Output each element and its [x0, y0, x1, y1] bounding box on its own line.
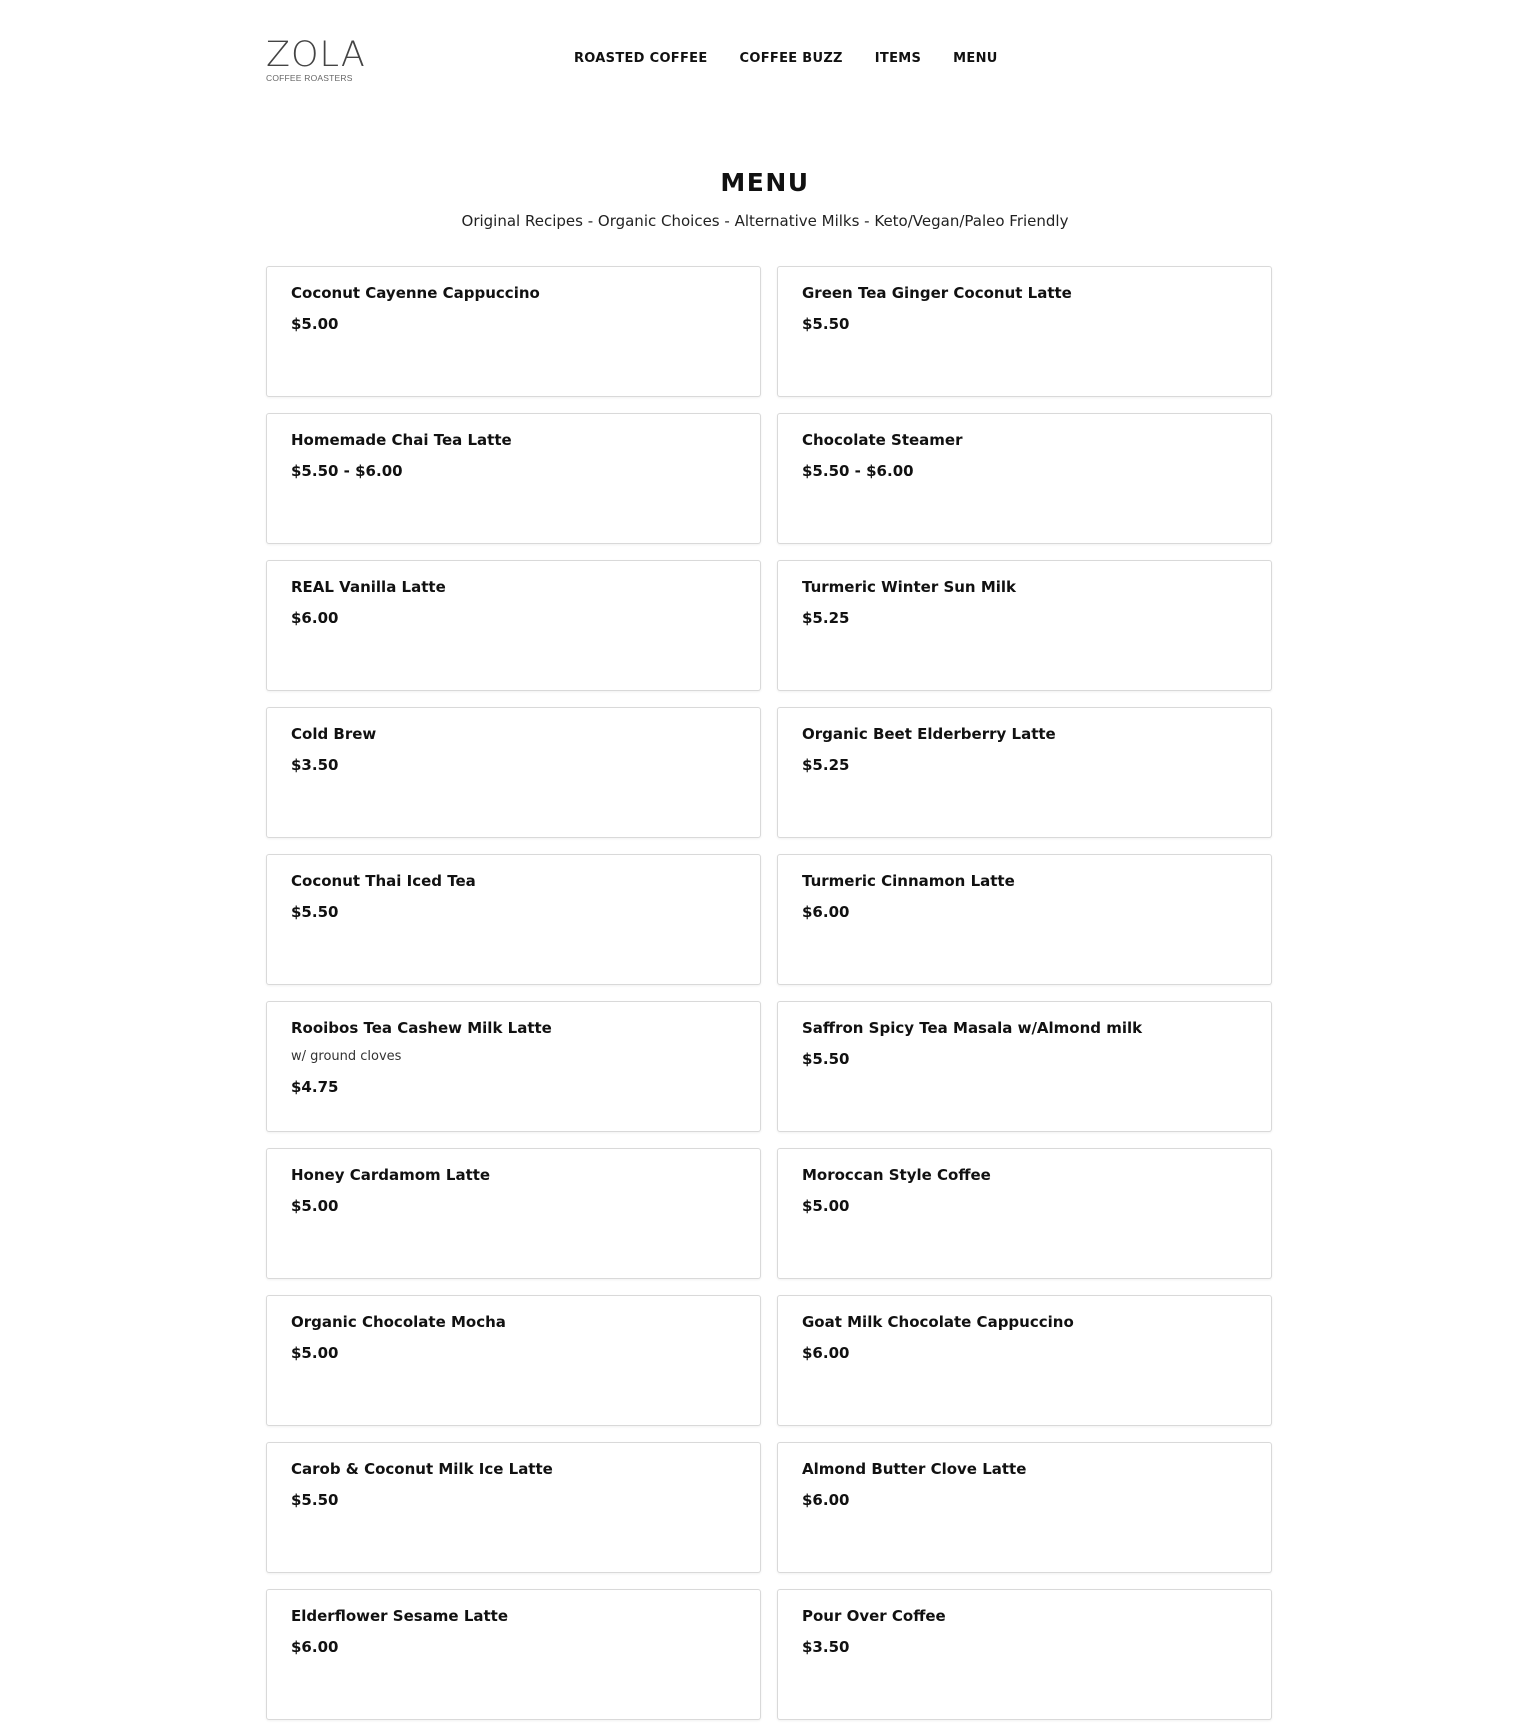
menu-item-name: Honey Cardamom Latte — [291, 1166, 491, 1184]
menu-item-price: $3.50 — [291, 756, 339, 774]
menu-item-price: $5.25 — [802, 609, 850, 627]
menu-item-name: Goat Milk Chocolate Cappuccino — [802, 1313, 1074, 1331]
page-title: MENU — [720, 168, 810, 197]
menu-item-card[interactable] — [777, 1001, 1272, 1132]
menu-item-name: Rooibos Tea Cashew Milk Latte — [291, 1019, 552, 1037]
menu-item-card[interactable] — [777, 1442, 1272, 1573]
site-header — [0, 0, 1530, 120]
logo-subtext: COFFEE ROASTERS — [266, 73, 353, 83]
menu-item-name: Chocolate Steamer — [802, 431, 963, 449]
menu-item-name: Turmeric Winter Sun Milk — [802, 578, 1017, 596]
menu-item-price: $5.50 — [802, 315, 850, 333]
menu-item-card[interactable] — [266, 413, 761, 544]
menu-item-price: $5.25 — [802, 756, 850, 774]
menu-item-card[interactable] — [777, 707, 1272, 838]
nav-roasted-coffee[interactable]: ROASTED COFFEE — [574, 51, 708, 66]
menu-item-card[interactable] — [777, 1295, 1272, 1426]
menu-header — [0, 168, 1530, 231]
menu-item-name: Homemade Chai Tea Latte — [291, 431, 512, 449]
menu-item-card[interactable] — [777, 1148, 1272, 1279]
menu-item-card[interactable] — [266, 707, 761, 838]
menu-item-card[interactable] — [266, 560, 761, 691]
menu-item-price: $5.50 — [802, 1050, 850, 1068]
menu-item-card[interactable] — [266, 1001, 761, 1132]
menu-item-name: Almond Butter Clove Latte — [802, 1460, 1027, 1478]
menu-item-price: $5.00 — [291, 1344, 339, 1362]
menu-item-price: $6.00 — [802, 1491, 850, 1509]
menu-item-card[interactable] — [777, 854, 1272, 985]
menu-item-price: $6.00 — [802, 903, 850, 921]
menu-item-name: REAL Vanilla Latte — [291, 578, 446, 596]
menu-item-card[interactable] — [777, 1589, 1272, 1720]
page-subtitle: Original Recipes - Organic Choices - Alternative Milks - Keto/Vegan/Paleo Friendly — [461, 212, 1069, 230]
menu-item-name: Elderflower Sesame Latte — [291, 1607, 509, 1625]
logo[interactable] — [266, 36, 376, 84]
menu-item-name: Cold Brew — [291, 725, 377, 743]
menu-item-price: $5.00 — [291, 315, 339, 333]
menu-item-price: $4.75 — [291, 1078, 339, 1096]
menu-item-card[interactable] — [266, 266, 761, 397]
main-nav — [574, 49, 998, 69]
menu-item-price: $5.50 — [291, 903, 339, 921]
menu-item-card[interactable] — [266, 1442, 761, 1573]
menu-item-price: $6.00 — [291, 609, 339, 627]
menu-grid — [266, 266, 1272, 1720]
nav-coffee-buzz[interactable]: COFFEE BUZZ — [739, 51, 843, 66]
menu-item-price: $5.50 - $6.00 — [291, 462, 403, 480]
menu-item-price: $6.00 — [802, 1344, 850, 1362]
menu-item-name: Moroccan Style Coffee — [802, 1166, 991, 1184]
menu-item-card[interactable] — [266, 854, 761, 985]
nav-items[interactable]: ITEMS — [874, 51, 922, 66]
menu-item-name: Organic Beet Elderberry Latte — [802, 725, 1056, 743]
menu-item-name: Coconut Cayenne Cappuccino — [291, 284, 540, 302]
menu-item-name: Carob & Coconut Milk Ice Latte — [291, 1460, 553, 1478]
menu-item-name: Saffron Spicy Tea Masala w/Almond milk — [802, 1019, 1143, 1037]
menu-item-card[interactable] — [266, 1589, 761, 1720]
menu-item-name: Turmeric Cinnamon Latte — [802, 872, 1015, 890]
logo-text: ZOLA — [266, 35, 366, 75]
menu-item-name: Organic Chocolate Mocha — [291, 1313, 506, 1331]
menu-item-card[interactable] — [266, 1295, 761, 1426]
menu-item-price: $5.50 — [291, 1491, 339, 1509]
menu-item-description: w/ ground cloves — [291, 1049, 402, 1064]
menu-item-name: Pour Over Coffee — [802, 1607, 946, 1625]
menu-item-name: Coconut Thai Iced Tea — [291, 872, 476, 890]
menu-item-price: $3.50 — [802, 1638, 850, 1656]
menu-item-card[interactable] — [777, 560, 1272, 691]
menu-item-card[interactable] — [266, 1148, 761, 1279]
menu-item-price: $5.00 — [291, 1197, 339, 1215]
menu-item-card[interactable] — [777, 413, 1272, 544]
nav-menu[interactable]: MENU — [953, 51, 998, 66]
menu-item-price: $5.00 — [802, 1197, 850, 1215]
menu-item-price: $5.50 - $6.00 — [802, 462, 914, 480]
menu-item-name: Green Tea Ginger Coconut Latte — [802, 284, 1072, 302]
menu-item-card[interactable] — [777, 266, 1272, 397]
menu-item-price: $6.00 — [291, 1638, 339, 1656]
